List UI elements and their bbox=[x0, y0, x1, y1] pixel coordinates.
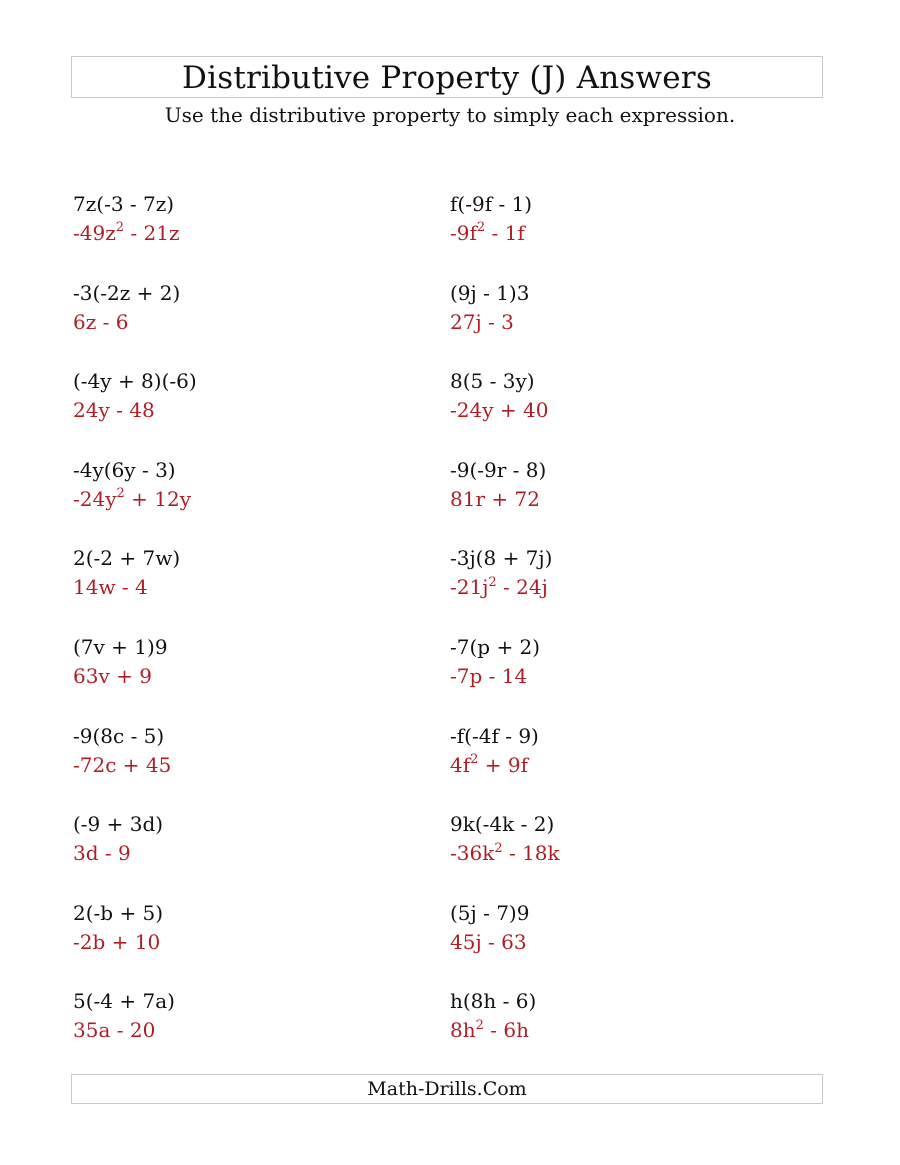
problem-expression: -f(-4f - 9) bbox=[450, 723, 539, 748]
problem-expression: (9j - 1)3 bbox=[450, 280, 530, 305]
problem-answer bbox=[450, 396, 548, 425]
answer-lead: -2b + 10 bbox=[73, 929, 161, 954]
answer-exponent: 2 bbox=[475, 1017, 484, 1033]
answer-exponent: 2 bbox=[476, 220, 486, 236]
problem-expression: -4y(6y - 3) bbox=[73, 457, 176, 482]
answer-exponent: 2 bbox=[470, 751, 479, 767]
footer-box bbox=[71, 1074, 823, 1104]
problem-item bbox=[73, 456, 191, 514]
page-title: Distributive Property (J) Answers bbox=[182, 60, 712, 96]
problem-answer bbox=[73, 928, 163, 957]
problem-expression: -9(-9r - 8) bbox=[450, 457, 547, 482]
problem-item bbox=[450, 367, 548, 425]
problem-answer bbox=[450, 485, 546, 514]
problem-item bbox=[450, 633, 540, 691]
answer-tail: + 9f bbox=[478, 752, 529, 777]
problem-item bbox=[450, 279, 529, 337]
problem-item bbox=[73, 899, 163, 957]
answer-lead: 4f bbox=[450, 752, 471, 777]
problem-expression: f(-9f - 1) bbox=[450, 192, 533, 216]
answer-lead: -72c + 45 bbox=[73, 752, 172, 777]
answer-lead: -24y bbox=[73, 486, 117, 511]
answer-lead: -36k bbox=[450, 841, 495, 866]
answer-lead: 14w - 4 bbox=[73, 575, 148, 600]
problem-item bbox=[73, 544, 180, 602]
answer-exponent: 2 bbox=[116, 486, 125, 502]
problem-expression: -3(-2z + 2) bbox=[73, 280, 181, 305]
answer-tail: - 6h bbox=[483, 1018, 529, 1043]
problem-answer bbox=[73, 573, 180, 602]
problem-expression: 5(-4 + 7a) bbox=[73, 989, 175, 1014]
answer-lead: 24y - 48 bbox=[73, 398, 155, 423]
problem-item bbox=[450, 899, 529, 957]
instructions: Use the distributive property to simply each expression. bbox=[164, 103, 736, 127]
problem-item bbox=[450, 544, 552, 602]
problem-answer bbox=[450, 928, 529, 957]
problem-expression: h(8h - 6) bbox=[450, 989, 537, 1014]
answer-exponent: 2 bbox=[488, 574, 497, 590]
problem-expression: 7z(-3 - 7z) bbox=[73, 192, 175, 216]
problem-expression: -9(8c - 5) bbox=[73, 723, 165, 748]
problem-answer bbox=[73, 839, 163, 868]
problem-answer bbox=[73, 1016, 175, 1045]
problem-answer bbox=[73, 751, 171, 780]
problem-expression: 8(5 - 3y) bbox=[450, 369, 535, 394]
answer-lead: 81r + 72 bbox=[450, 486, 540, 511]
problem-answer bbox=[73, 396, 197, 425]
answer-tail: - 24j bbox=[496, 575, 548, 600]
answer-lead: 45j - 63 bbox=[450, 929, 527, 954]
problem-answer bbox=[450, 1016, 536, 1045]
answer-tail: - 1f bbox=[485, 221, 525, 245]
problem-item bbox=[73, 633, 168, 691]
problem-item bbox=[73, 367, 197, 425]
answer-lead: -24y + 40 bbox=[450, 398, 549, 423]
problem-item bbox=[450, 722, 539, 780]
problem-answer bbox=[73, 308, 180, 337]
problem-expression: (-9 + 3d) bbox=[73, 812, 164, 837]
answer-lead: -7p - 14 bbox=[450, 664, 528, 688]
problem-expression: (5j - 7)9 bbox=[450, 900, 530, 925]
answer-lead: 35a - 20 bbox=[73, 1018, 156, 1043]
answer-exponent: 2 bbox=[115, 220, 125, 236]
answer-exponent: 2 bbox=[494, 840, 503, 856]
problem-item bbox=[450, 190, 532, 248]
footer-site-name: Math-Drills.Com bbox=[367, 1078, 527, 1100]
problem-answer bbox=[73, 485, 191, 514]
answer-lead: -49z bbox=[73, 221, 116, 245]
problem-answer bbox=[450, 308, 529, 337]
problem-answer bbox=[450, 662, 540, 691]
problem-answer bbox=[450, 751, 539, 780]
problem-item bbox=[450, 456, 546, 514]
answer-tail: + 12y bbox=[124, 486, 192, 511]
problem-answer bbox=[73, 219, 180, 248]
problem-expression: (-4y + 8)(-6) bbox=[73, 369, 197, 394]
problem-item bbox=[73, 810, 163, 868]
answer-lead: -21j bbox=[450, 575, 489, 600]
problem-answer bbox=[450, 219, 532, 248]
problem-expression: -3j(8 + 7j) bbox=[450, 546, 553, 571]
problem-expression: 2(-b + 5) bbox=[73, 900, 164, 925]
problem-item bbox=[73, 987, 175, 1045]
problem-expression: -7(p + 2) bbox=[450, 635, 541, 659]
problem-expression: 2(-2 + 7w) bbox=[73, 546, 181, 571]
problem-expression: 9k(-4k - 2) bbox=[450, 812, 555, 837]
problem-item bbox=[73, 722, 171, 780]
title-box bbox=[71, 56, 823, 98]
answer-tail: - 18k bbox=[502, 841, 560, 866]
problem-item bbox=[73, 190, 180, 248]
answer-lead: 8h bbox=[450, 1018, 476, 1043]
answer-lead: 63v + 9 bbox=[73, 664, 152, 688]
answer-tail: - 21z bbox=[124, 221, 180, 245]
answer-lead: -9f bbox=[450, 221, 477, 245]
problem-expression: (7v + 1)9 bbox=[73, 635, 168, 659]
problem-answer bbox=[450, 573, 552, 602]
problem-item bbox=[450, 987, 536, 1045]
problem-answer bbox=[73, 662, 168, 691]
problem-item bbox=[73, 279, 180, 337]
answer-lead: 6z - 6 bbox=[73, 309, 129, 334]
problem-item bbox=[450, 810, 560, 868]
problem-answer bbox=[450, 839, 560, 868]
answer-lead: 3d - 9 bbox=[73, 841, 131, 866]
answer-lead: 27j - 3 bbox=[450, 309, 514, 334]
